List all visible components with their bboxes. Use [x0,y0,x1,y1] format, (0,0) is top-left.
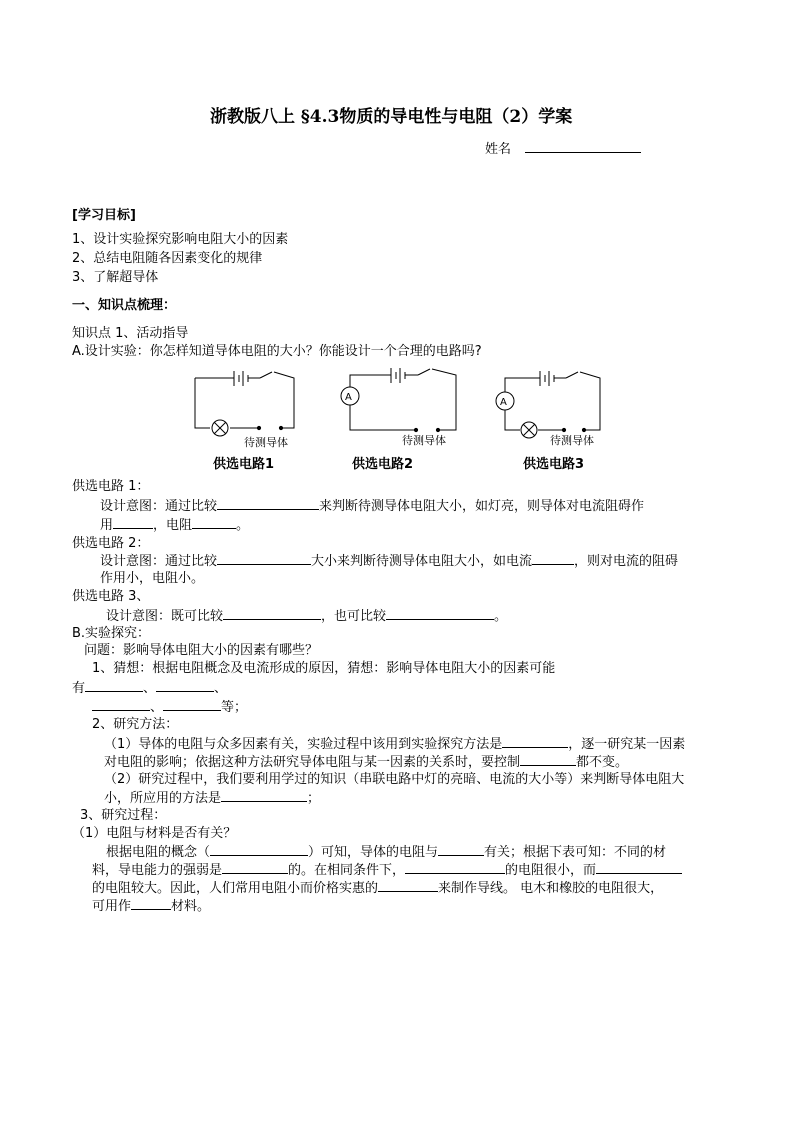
text: 小，所应用的方法是 [104,791,222,806]
goal-item: 3、了解超导体 [72,270,159,285]
answer-blank[interactable] [217,552,311,565]
circuit-2-diagram [341,368,456,432]
circuit-1-intent [100,497,644,516]
method-2-cont [104,789,320,808]
text: ，也可比较 [321,609,387,624]
circuit-2-intent-cont: 作用小，电阻小。 [100,571,205,586]
circuit-1-intent-cont [100,516,249,535]
text: 。 [494,609,508,624]
answer-blank[interactable] [596,861,682,874]
goal-item: 2、总结电阻随各因素变化的规律 [72,251,263,266]
answer-blank[interactable] [113,516,153,529]
text: 。 [236,518,250,533]
process-para-line [92,897,210,916]
answer-blank[interactable] [192,516,236,529]
answer-blank[interactable] [156,679,214,692]
text: 有 [72,681,86,696]
text: 料，导电能力的强弱是 [92,863,223,878]
goal-item: 1、设计实验探究影响电阻大小的因素 [72,232,289,247]
circuit-1-heading: 供选电路 1： [72,479,150,494]
process-para-line [92,861,682,880]
text: 的电阻较大。因此，人们常用电阻小而价格实惠的 [92,881,379,896]
text: ，逐一研究某一因素 [568,737,686,752]
answer-blank[interactable] [223,607,321,620]
method-2: （2）研究过程中，我们要利用学过的知识（串联电路中灯的亮暗、电流的大小等）来判断导体电阻大 [104,772,685,787]
circuit-figure [0,360,794,480]
caption-circuit-2: 供选电路2 [352,457,414,472]
circuit-3-heading: 供选电路 3、 [72,589,150,604]
test-conductor-label: 待测导体 [402,434,446,447]
answer-blank[interactable] [92,698,150,711]
test-conductor-label: 待测导体 [550,434,594,447]
circuit-1-diagram [195,371,294,436]
answer-blank[interactable] [502,735,568,748]
method-1 [104,735,685,754]
text: ； [307,791,321,806]
text: 、 [143,681,157,696]
text: 设计意图：通过比较 [100,554,218,569]
process-question-1: （1）电阻与材料是否有关？ [72,826,237,841]
text: 设计意图：既可比较 [106,609,224,624]
text: 等； [221,700,248,715]
answer-blank[interactable] [438,843,484,856]
process-heading: 3、研究过程： [80,808,167,823]
circuit-3-intent [106,607,507,626]
text: 、 [214,681,228,696]
answer-blank[interactable] [131,897,171,910]
text: 可用作 [92,899,132,914]
answer-blank[interactable] [532,552,574,565]
guess-blanks-cont [92,698,247,717]
text: 来制作导线。 电木和橡胶的电阻很大， [438,881,664,896]
answer-blank[interactable] [386,607,494,620]
text: 用 [100,518,114,533]
explore-question: 问题：影响导体电阻大小的因素有哪些？ [84,643,319,658]
text: ，则对电流的阻碍 [574,554,679,569]
text: ）可知，导体的电阻与 [308,845,439,860]
explore-heading: B.实验探究： [72,626,151,641]
circuit-2-heading: 供选电路 2： [72,536,150,551]
method-1-cont [104,753,628,772]
name-label: 姓名 [485,142,512,157]
guess-blanks [72,679,227,698]
text: 、 [150,700,164,715]
answer-blank[interactable] [222,861,288,874]
text: 材料。 [171,899,211,914]
process-para-line [92,879,663,898]
caption-circuit-1: 供选电路1 [213,457,275,472]
text: 有关；根据下表可知：不同的材 [484,845,667,860]
goals-heading: [学习目标] [72,208,136,223]
name-blank[interactable] [525,140,641,153]
answer-blank[interactable] [210,843,308,856]
ammeter-label: A [500,397,507,408]
text: 都不变。 [576,755,629,770]
caption-circuit-3: 供选电路3 [523,457,585,472]
answer-blank[interactable] [85,679,143,692]
text: （1）导体的电阻与众多因素有关，实验过程中该用到实验探究方法是 [104,737,503,752]
answer-blank[interactable] [217,497,319,510]
circuit-2-intent [100,552,678,571]
answer-blank[interactable] [221,789,307,802]
text: 的电阻很小，而 [505,863,597,878]
text: 大小来判断待测导体电阻大小，如电流 [311,554,533,569]
answer-blank[interactable] [163,698,221,711]
text: 来判断待测导体电阻大小，如灯亮，则导体对电流阻碍作 [319,499,645,514]
name-field [485,140,641,159]
method-heading: 2、研究方法： [92,717,179,732]
ammeter-label: A [345,392,352,403]
text: 设计意图：通过比较 [100,499,218,514]
text: ，电阻 [153,518,193,533]
answer-blank[interactable] [378,879,438,892]
section-heading: 一、知识点梳理： [72,298,177,313]
text: 对电阻的影响；依据这种方法研究导体电阻与某一因素的关系时，要控制 [104,755,521,770]
page-title: 浙教版八上 §4.3物质的导电性与电阻（2）学案 [210,107,573,127]
circuit-3-diagram [496,371,600,438]
guess-line: 1、猜想：根据电阻概念及电流形成的原因，猜想：影响导体电阻大小的因素可能 [92,661,556,676]
knowledge-point-1: 知识点 1、活动指导 [72,326,189,341]
process-para-line [106,843,666,862]
text: 根据电阻的概念（ [106,845,211,860]
answer-blank[interactable] [520,753,576,766]
test-conductor-label: 待测导体 [244,436,288,449]
design-question: A.设计实验：你怎样知道导体电阻的大小？你能设计一个合理的电路吗? [72,344,482,359]
text: 的。在相同条件下， [288,863,406,878]
answer-blank[interactable] [405,861,505,874]
